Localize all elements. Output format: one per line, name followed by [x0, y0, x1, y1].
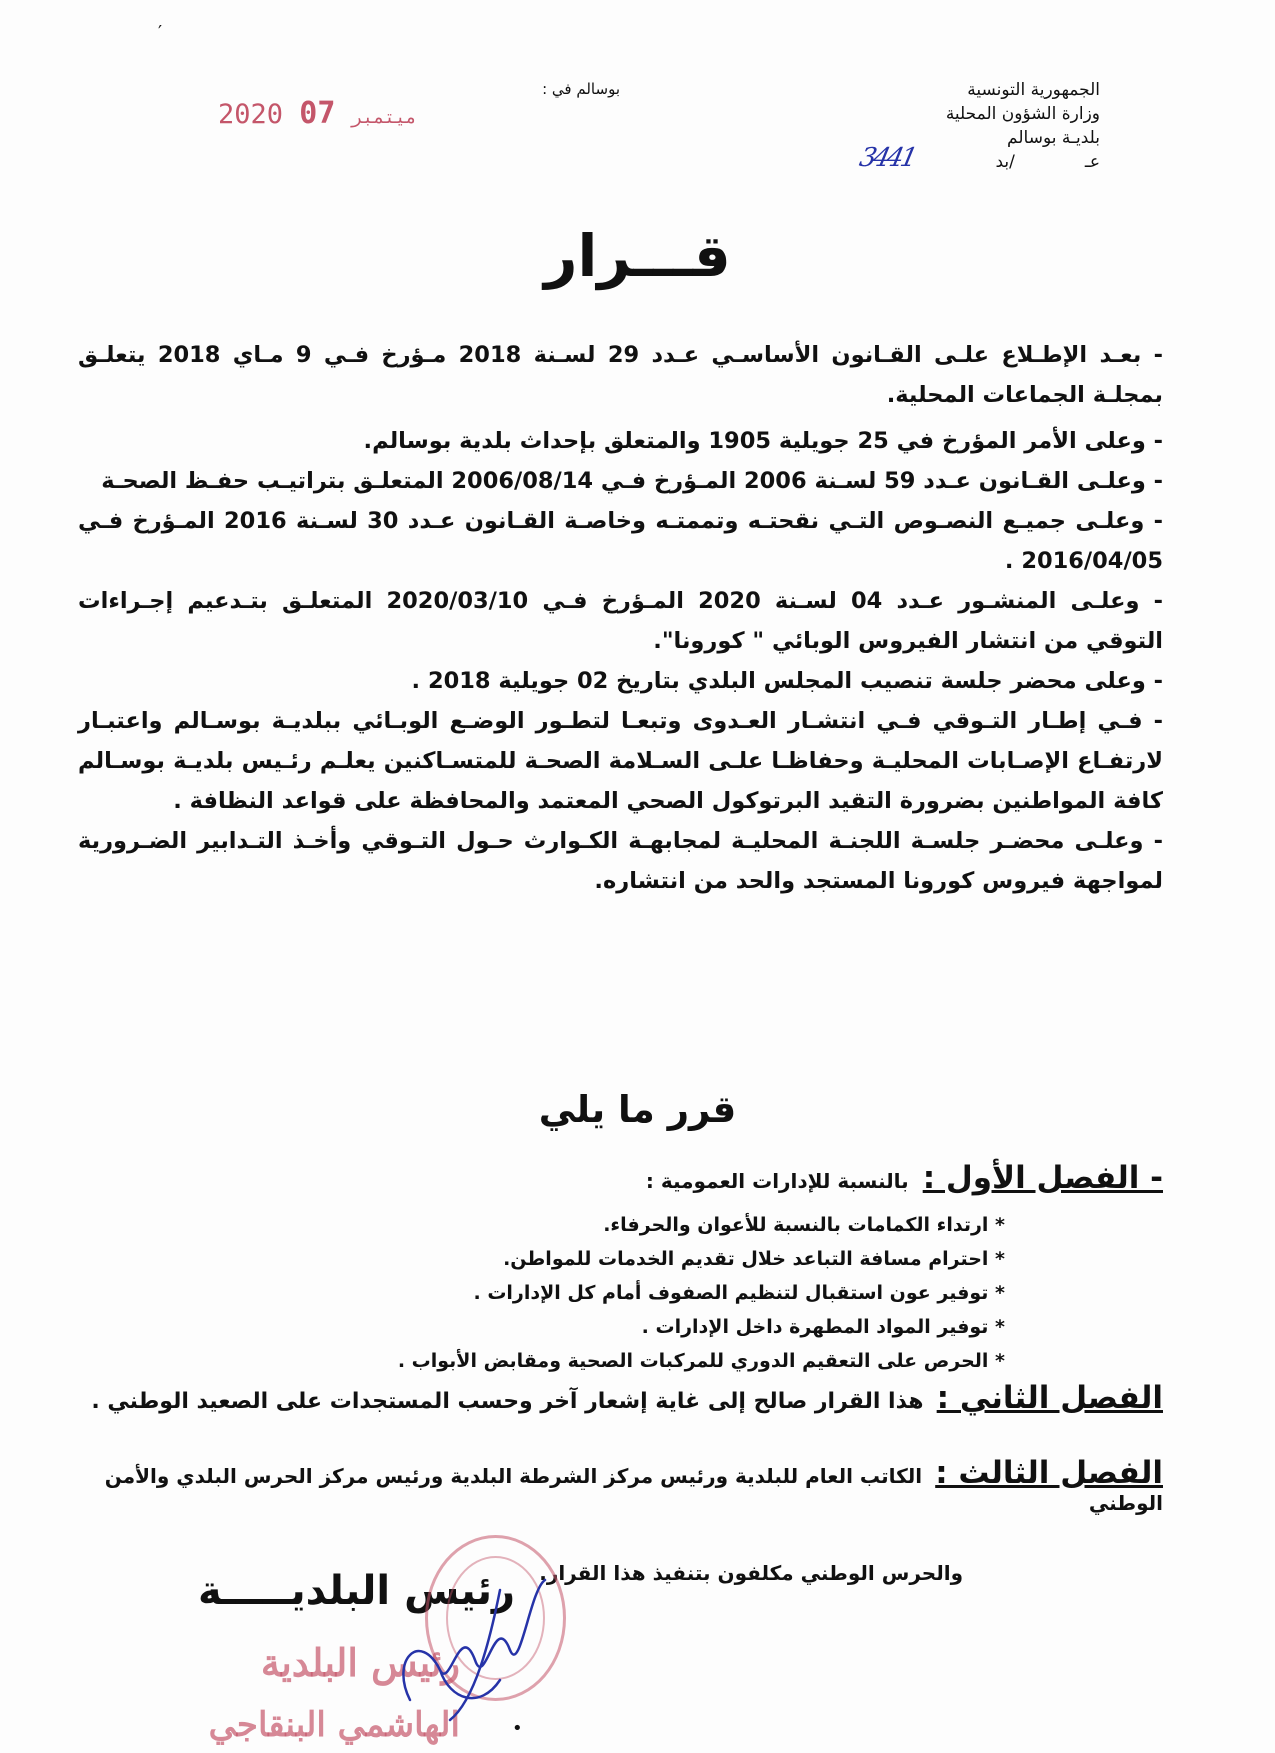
municipality-name: بلديـة بوسالم: [1007, 128, 1100, 148]
date-stamp-year: 2020: [218, 99, 284, 130]
country-name: الجمهورية التونسية: [967, 80, 1100, 100]
list-item: * احترام مسافة التباعد خلال تقديم الخدمات للمواطن.: [503, 1248, 1005, 1270]
article-2-text: هذا القرار صالح إلى غاية إشعار آخر وحسب المستجدات على الصعيد الوطني .: [91, 1389, 924, 1414]
reference-line: [840, 143, 1100, 174]
preamble: [78, 335, 1163, 901]
stamp-name: الهاشمي البنقاجي: [208, 1705, 460, 1745]
reference-number: 3441: [856, 143, 918, 173]
letterhead: [840, 78, 1100, 174]
decides-heading: قرر ما يلي: [538, 1088, 737, 1131]
article-1-heading: - الفصل الأول :: [922, 1160, 1163, 1196]
scan-mark: ′: [158, 22, 163, 43]
article-3: [78, 1455, 1163, 1585]
article-1: [78, 1160, 1163, 1196]
article-1-bullets: [265, 1208, 1005, 1378]
handwritten-signature: [380, 1550, 580, 1740]
reference-suffix: /بد: [995, 152, 1015, 172]
date-stamp: [218, 96, 417, 131]
place-date-label: بوسالم في :: [542, 80, 620, 98]
list-item: * توفير المواد المطهرة داخل الإدارات .: [641, 1316, 1005, 1338]
scan-mark: •: [512, 1718, 523, 1739]
reference-prefix: عـ: [1084, 152, 1100, 172]
ministry-name: وزارة الشؤون المحلية: [945, 104, 1100, 124]
document-title: قـــرار: [544, 222, 731, 290]
article-2-heading: الفصل الثاني :: [936, 1380, 1163, 1416]
article-3-continuation: والحرس الوطني مكلفون بتنفيذ هذا القرار.: [539, 1561, 963, 1585]
list-item: * الحرص على التعقيم الدوري للمركبات الصحية ومقابض الأبواب .: [397, 1350, 1005, 1372]
preamble-item: - وعلى الأمر المؤرخ في 25 جويلية 1905 والمتعلق بإحداث بلدية بوسالم.: [363, 428, 1163, 454]
stamp-title: رئيس البلدية: [260, 1640, 460, 1685]
article-3-heading: الفصل الثالث :: [935, 1455, 1163, 1491]
preamble-item: - وعلـى محضـر جلسـة اللجنـة المحليـة لمجابهـة الكـوارث حـول التـوقي وأخـذ التـدابير الضـرورية لمواجهة فيروس كورونا المستجد والحد من انتشاره.: [78, 828, 1163, 894]
list-item: * ارتداء الكمامات بالنسبة للأعوان والحرفاء.: [603, 1214, 1005, 1236]
date-stamp-day: 07: [299, 96, 336, 131]
signatory-title: رئيس البلديـــــة: [198, 1568, 515, 1614]
article-3-text: الكاتب العام للبلدية ورئيس مركز الشرطة البلدية ورئيس مركز الحرس البلدي والأمن الوطني: [104, 1464, 1163, 1515]
list-item: * توفير عون استقبال لتنظيم الصفوف أمام كل الإدارات .: [473, 1282, 1005, 1304]
preamble-item: - وعلـى المنشـور عـدد 04 لسـنة 2020 المـؤرخ فـي 2020/03/10 المتعلـق بتـدعيم إجـراءات التوقي من انتشار الفيروس الوبائي " كورونا".: [78, 588, 1163, 654]
preamble-item: - وعلـى القـانون عـدد 59 لسـنة 2006 المـؤرخ فـي 2006/08/14 المتعلـق بتراتيـب حفـظ الصحـة: [101, 468, 1163, 494]
preamble-item: - وعلى محضر جلسة تنصيب المجلس البلدي بتاريخ 02 جويلية 2018 .: [411, 668, 1163, 694]
article-1-intro: بالنسبة للإدارات العمومية :: [645, 1169, 909, 1193]
preamble-item: - وعلـى جميـع النصـوص التـي نقحتـه وتممتـه وخاصـة القـانون عـدد 30 لسـنة 2016 المـؤرخ فـي 2016/04/05 .: [78, 508, 1163, 574]
date-stamp-month: ميتمبر: [351, 107, 417, 128]
article-2: [78, 1380, 1163, 1416]
preamble-item: - فـي إطـار التـوقي فـي انتشـار العـدوى وتبعـا لتطـور الوضـع الوبـائي ببلديـة بوسـالم واعتبـار لارتفـاع الإصـابات المحليـة وحفاظـا علـى السـلامة الصحـة للمتسـاكنين يعلـم رئـيس بلديـة بوسـالم كافة المواطنين بضرورة التقيد البرتوكول الصحي المعتمد والمحافظة على قواعد النظافة .: [78, 708, 1163, 814]
preamble-item: - بعـد الإطـلاع علـى القـانون الأساسـي عـدد 29 لسـنة 2018 مـؤرخ فـي 9 مـاي 2018 يتعلـق بمجلـة الجماعات المحلية.: [78, 342, 1164, 408]
